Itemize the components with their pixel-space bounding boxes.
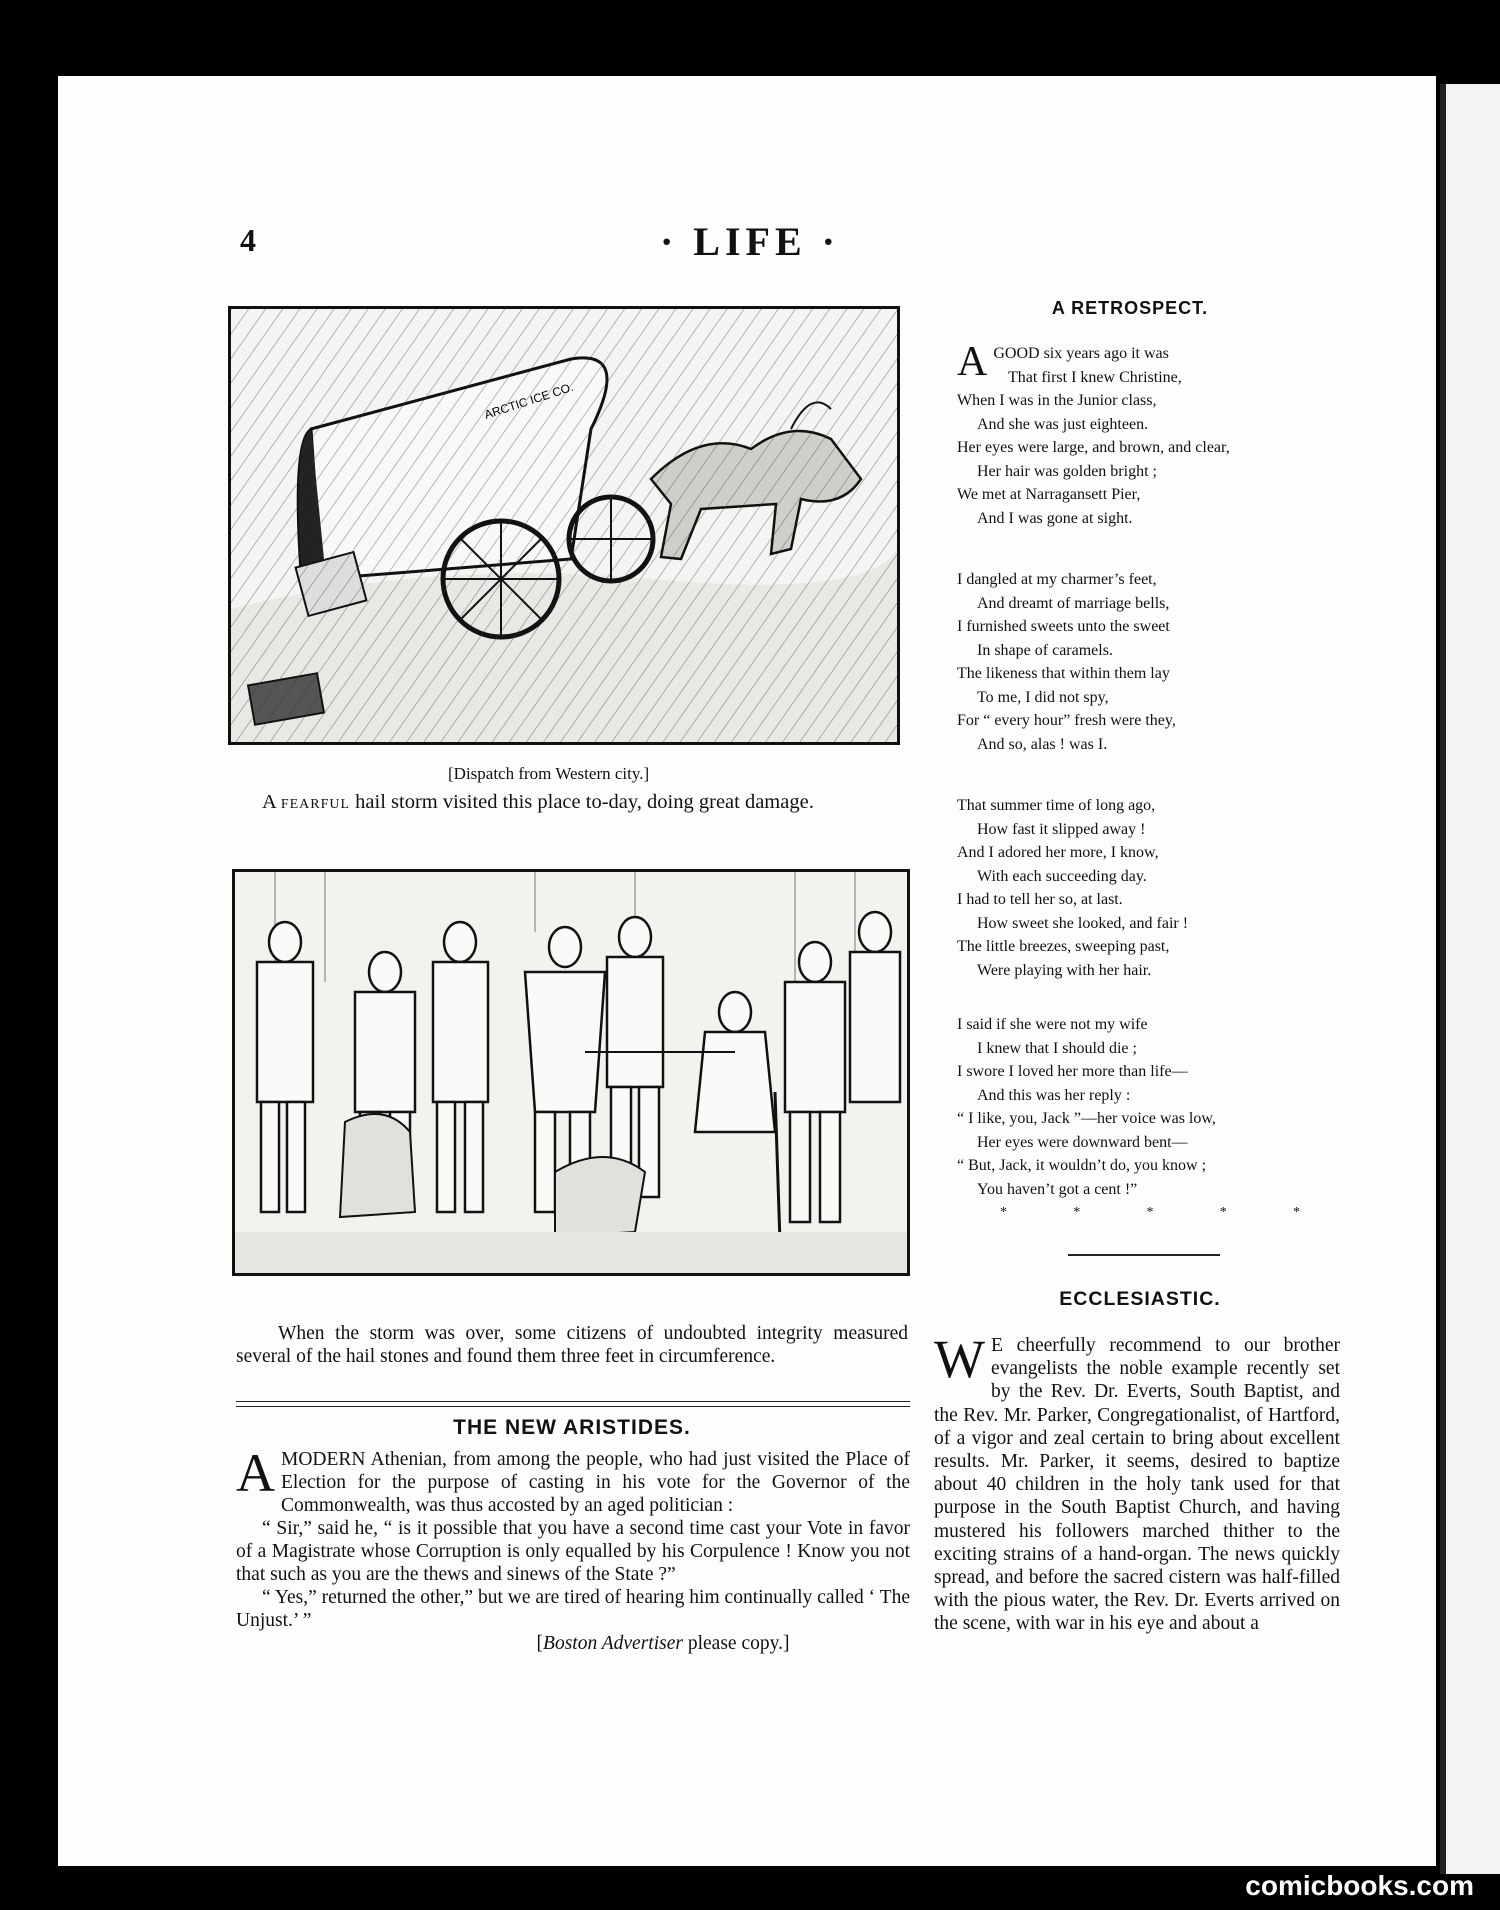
storm-lead: A [262,791,281,813]
star: * [1219,1205,1227,1220]
poem-line: Her eyes were large, and brown, and clear, [957,439,1230,456]
storm-rest: hail storm visited this place to-day, doing great damage. [350,791,814,813]
illustration-hailstones [232,869,910,1276]
poem-line: And this was her reply : [977,1086,1131,1104]
poem-line: And so, alas ! was I. [977,735,1108,753]
poem-line: And she was just eighteen. [977,415,1149,433]
aristides-paragraph-3: “ Yes,” returned the other,” but we are tired of hearing him continually called ‘ The Unjust.’ ” [236,1587,910,1631]
poem-line: “ But, Jack, it wouldn’t do, you know ; [957,1157,1207,1174]
page-number: 4 [240,222,256,258]
asterism [1000,1205,1300,1221]
star: * [1000,1205,1007,1220]
star: * [1293,1205,1300,1220]
poem-line: “ I like, you, Jack ”—her voice was low, [957,1110,1216,1127]
ecclesiastic-heading: ECCLESIASTIC. [1059,1288,1221,1310]
poem-line: You haven’t got a cent !” [977,1180,1138,1198]
poem-line: Her hair was golden bright ; [977,462,1157,480]
aristides-paragraph-2: “ Sir,” said he, “ is it possible that you have a second time cast your Vote in favor of a Magistrate whose Corruption is only equalled by his Corpulence ! Know you not that such as you are the thews and sinews of the State ?” [236,1518,910,1585]
poem-stanza-1 [957,339,1337,530]
poem-line: I swore I loved her more than life— [957,1063,1188,1080]
poem-line: Her eyes were downward bent— [977,1133,1188,1151]
section-short-rule [1068,1254,1220,1256]
illustration-ice-wagon [228,306,900,745]
bracket-open: [ [536,1633,544,1654]
after-storm-paragraph: When the storm was over, some citizens of undoubted integrity measured several of the hail stones and found them three feet in circumference. [236,1323,908,1367]
aristides-article [236,1443,910,1655]
poem-line: When I was in the Junior class, [957,392,1157,409]
poem-line: I dangled at my charmer’s feet, [957,571,1157,588]
boston-advertiser: Boston Advertiser [543,1633,683,1654]
poem-line: For “ every hour” fresh were they, [957,712,1176,729]
poem-line: I furnished sweets unto the sweet [957,618,1170,635]
aristides-paragraph-1: MODERN Athenian, from among the people, who had just visited the Place of Election for the purpose of casting in his vote for the Governor of the Commonwealth, was thus accosted by an aged politician : [281,1449,910,1516]
poem-line: How sweet she looked, and fair ! [977,914,1189,932]
poem-line: And dreamt of marriage bells, [977,594,1170,612]
poem-line: To me, I did not spy, [977,688,1109,706]
section-double-rule [236,1401,910,1407]
masthead-title: · LIFE · [659,219,841,264]
please-copy: please copy.] [682,1633,790,1654]
storm-report [236,790,908,814]
ecclesiastic-article [934,1329,1340,1636]
poem-line: That summer time of long ago, [957,797,1156,814]
ecclesiastic-body: E cheerfully recommend to our brother evangelists the noble example recently set by the Rev. Dr. Everts, South Baptist, and the Rev. Mr. Parker, Congregationalist, of Hartford, of a vigor and zeal certain to bring about excellent results. Mr. Parker, it seems, desired to baptize about 40 children in the holy tank used for that purpose in the South Baptist Church, and having mustered his followers marched thither to the exciting strains of a hand-organ. The news quickly spread, and before the sacred cistern was half-filled with the pious water, the Rev. Dr. Everts arrived on the scene, with war in his eye and about a [934,1335,1340,1635]
aristides-copy-note [236,1632,910,1655]
poem-line: We met at Narragansett Pier, [957,486,1141,503]
poem-line: The little breezes, sweeping past, [957,938,1170,955]
poem-line: I had to tell her so, at last. [957,891,1123,908]
poem-drop-cap: A [957,339,988,385]
poem-heading: A RETROSPECT. [1051,298,1209,318]
aristides-drop-cap: A [236,1443,275,1503]
poem-line: In shape of caramels. [977,641,1113,659]
poem-line: And I was gone at sight. [977,509,1133,527]
dispatch-caption: [Dispatch from Western city.] [448,764,650,783]
poem-line: GOOD six years ago it was [993,345,1169,362]
site-watermark: comicbooks.com [1245,1870,1474,1901]
storm-small-caps: fearful [280,791,351,813]
after-storm-text [236,1322,908,1368]
ecclesiastic-drop-cap: W [934,1329,985,1389]
poem-stanza-3 [957,794,1337,982]
poem-line: How fast it slipped away ! [977,820,1146,838]
poem-line: With each succeeding day. [977,867,1147,885]
poem-line: I knew that I should die ; [977,1039,1137,1057]
poem-line: Were playing with her hair. [977,961,1152,979]
poem-line: And I adored her more, I know, [957,844,1159,861]
poem-line: I said if she were not my wife [957,1016,1148,1033]
poem-stanza-4 [957,1013,1337,1201]
star: * [1146,1205,1154,1220]
aristides-heading: THE NEW ARISTIDES. [453,1416,691,1439]
poem-line: The likeness that within them lay [957,665,1170,682]
star: * [1073,1205,1081,1220]
adjacent-page-edge [1440,84,1500,1874]
poem-stanza-2 [957,568,1337,756]
poem-line: That first I knew Christine, [1008,368,1182,386]
